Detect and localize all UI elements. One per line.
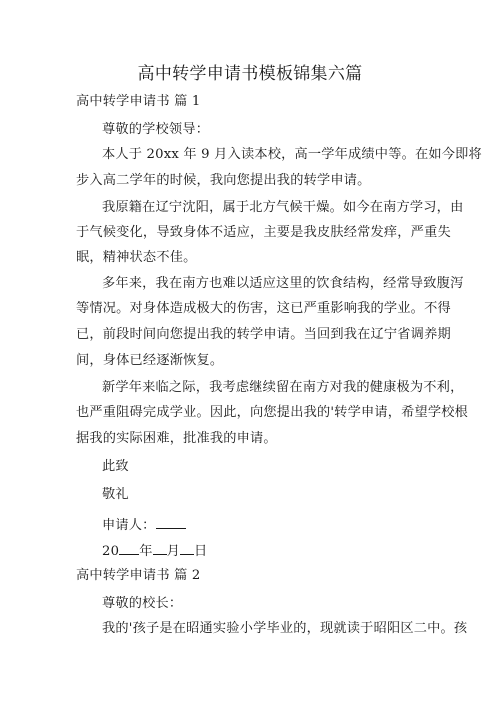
year-blank [119, 540, 139, 555]
date-year-label: 年 [139, 544, 153, 559]
date-day-label: 日 [193, 544, 208, 559]
day-blank [180, 540, 194, 555]
body-line: 本人于 20xx 年 9 月入读本校，高一学年成绩中等。在如今即将 [102, 147, 482, 162]
month-blank [153, 540, 167, 555]
body-line: 也严重阻碍完成学业。因此，向您提出我的'转学申请，希望学校根 [76, 405, 469, 420]
section-1-salutation: 尊敬的学校领导： [102, 122, 210, 137]
document-title: 高中转学申请书模板锦集六篇 [137, 64, 363, 84]
body-line: 我原籍在辽宁沈阳，属于北方气候干燥。如今在南方学习，由 [102, 200, 464, 215]
closing-line: 此致 [102, 459, 129, 474]
body-line: 据我的实际困难，批准我的申请。 [76, 431, 277, 446]
body-line: 间，身体已经逐渐恢复。 [76, 353, 224, 368]
section-1-heading: 高中转学申请书 篇 1 [76, 94, 201, 109]
date-prefix: 20 [102, 544, 120, 559]
body-line: 于气候变化，导致身体不适应，主要是我皮肤经常发痒，严重失 [76, 225, 451, 240]
body-line: 多年来，我在南方也难以适应这里的饮食结构，经常导致腹泻 [102, 276, 464, 291]
applicant-line [102, 514, 436, 535]
body-line: 等情况。对身体造成极大的伤害，这已严重影响我的学业。不得 [76, 301, 451, 316]
applicant-blank [156, 514, 186, 529]
body-line: 已，前段时间向您提出我的转学申请。当回到我在辽宁省调养期 [76, 327, 451, 342]
closing-line: 敬礼 [102, 487, 129, 502]
body-line: 新学年来临之际，我考虑继续留在南方对我的健康极为不利， [102, 380, 464, 395]
applicant-label: 申请人： [102, 518, 156, 533]
section-2-heading: 高中转学申请书 篇 2 [76, 568, 201, 583]
date-month-label: 月 [166, 544, 180, 559]
body-line: 我的'孩子是在昭通实验小学毕业的，现就读于昭阳区二中。孩 [102, 621, 468, 636]
date-line [102, 540, 436, 561]
body-line: 眠，精神状态不佳。 [76, 250, 197, 265]
body-line: 步入高二学年的时候，我向您提出我的转学申请。 [76, 173, 371, 188]
section-2-salutation: 尊敬的校长： [102, 596, 183, 611]
